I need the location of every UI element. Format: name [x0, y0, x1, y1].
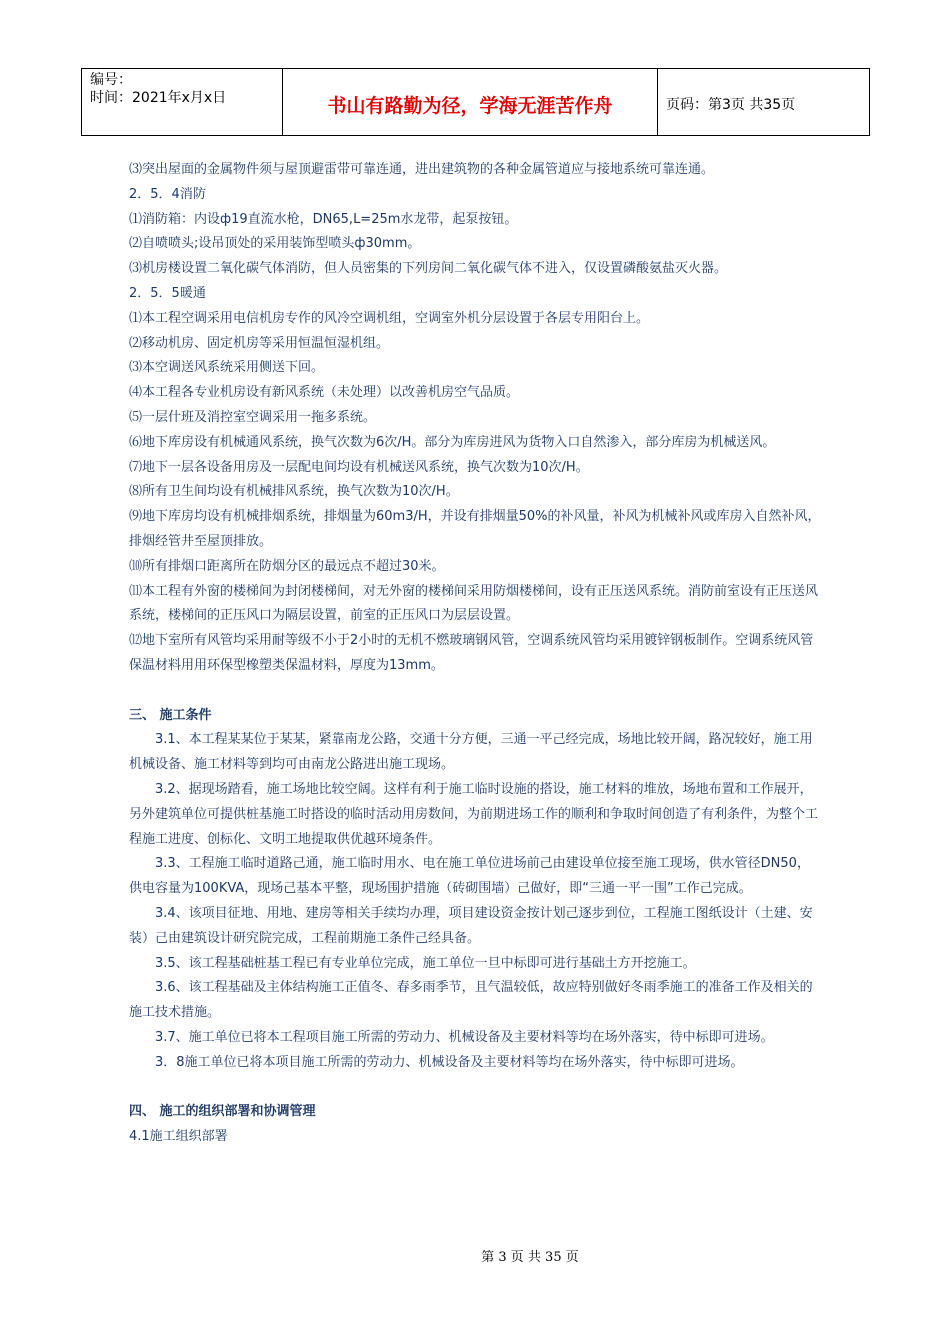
paragraph: ⑾本工程有外窗的楼梯间为封闭楼梯间，对无外窗的楼梯间采用防烟楼梯间，设有正压送风系统。消防前室设有正压送风系统，楼梯间的正压风口为隔层设置，前室的正压风口为层层设置。 [129, 583, 819, 624]
paragraph: ⑼地下库房均设有机械排烟系统，排烟量为60m3/H，并设有排烟量50%的补风量，补风为机械补风或库房入自然补风，排烟经管井至屋顶排放。 [129, 509, 821, 549]
header-table [81, 68, 870, 136]
paragraph: ⑴消防箱：内设ф19直流水枪，DN65,L=25m水龙带，起泵按钮。 [129, 211, 518, 227]
header-left-cell [82, 69, 283, 135]
paragraph: ⑶本空调送风系统采用侧送下回。 [129, 360, 325, 376]
paragraph: 3.2、据现场踏看，施工场地比较空阔。这样有利于施工临时设施的搭设，施工材料的堆放，场地布置和工作展开，另外建筑单位可提供桩基施工时搭设的临时活动用房数间，为前期进场工作的顺利和争取时间创造了有利条件，为整个工程施工进度、创标化、文明工地提取供优越环境条件。 [129, 781, 819, 847]
header-motto: 书山有路勤为径，学海无涯苦作舟 [283, 69, 658, 135]
subsection-title: 4.1施工组织部署 [129, 1129, 228, 1145]
number-label: 编号： [90, 72, 132, 88]
spacer [129, 1075, 821, 1100]
page-footer [0, 1246, 950, 1265]
paragraph: 3.6、该工程基础及主体结构施工正值冬、春多雨季节，且气温较低，故应特别做好冬雨季施工的准备工作及相关的施工技术措施。 [129, 980, 813, 1021]
spacer [129, 679, 821, 704]
document-body [129, 158, 821, 1150]
paragraph: ⑵自喷喷头;设吊顶处的采用装饰型喷头ф30mm。 [129, 236, 421, 252]
paragraph: ⑿地下室所有风管均采用耐等级不小于2小时的无机不燃玻璃钢风管，空调系统风管均采用镀锌钢板制作。空调系统风管保温材料用用环保型橡塑类保温材料，厚度为13mm。 [129, 633, 814, 673]
paragraph: 3.7、施工单位已将本工程项目施工所需的劳动力、机械设备及主要材料等均在场外落实，待中标即可进场。 [155, 1029, 774, 1045]
time-label: 时间：2021年x月x日 [90, 90, 227, 106]
paragraph: ⑺地下一层各设备用房及一层配电间均设有机械送风系统，换气次数为10次/H。 [129, 459, 589, 475]
paragraph: ⑸一层什班及消控室空调采用一拖多系统。 [129, 409, 377, 425]
paragraph: ⑶突出屋面的金属物件须与屋顶避雷带可靠连通，进出建筑物的各种金属管道应与接地系统可靠连通。 [129, 162, 715, 177]
paragraph: ⑵移动机房、固定机房等采用恒温恒湿机组。 [129, 335, 390, 351]
header-page-info: 页码：第3页 共35页 [666, 97, 796, 113]
paragraph: ⑹地下库房设有机械通风系统，换气次数为6次/H。部分为库房进风为货物入口自然渗入，部分库房为机械送风。 [129, 434, 776, 450]
paragraph: ⑶机房楼设置二氧化碳气体消防，但人员密集的下列房间二氧化碳气体不进入，仅设置磷酸氨盐灭火器。 [129, 261, 728, 277]
section-heading-4: 四、 施工的组织部署和协调管理 [129, 1104, 316, 1120]
paragraph: ⑴本工程空调采用电信机房专作的风冷空调机组，空调室外机分层设置于各层专用阳台上。 [129, 310, 650, 326]
paragraph: ⑽所有排烟口距离所在防烟分区的最远点不超过30米。 [129, 558, 445, 574]
paragraph: ⑷本工程各专业机房设有新风系统（未处理）以改善机房空气品质。 [129, 385, 520, 401]
paragraph: 3．8施工单位已将本项目施工所需的劳动力、机械设备及主要材料等均在场外落实，待中标即可进场。 [155, 1054, 744, 1070]
paragraph: 3.1、本工程某某位于某某，紧靠南龙公路，交通十分方便，三通一平己经完成，场地比较开阔，路况较好，施工用机械设备、施工材料等到均可由南龙公路进出施工现场。 [129, 732, 813, 773]
paragraph: 3.5、该工程基础桩基工程已有专业单位完成，施工单位一旦中标即可进行基础土方开挖施工。 [155, 955, 696, 971]
subsection-title: 2．5．5暖通 [129, 285, 206, 301]
section-heading-3: 三、 施工条件 [129, 707, 212, 723]
paragraph: 3.3、工程施工临时道路己通，施工临时用水、电在施工单位进场前己由建设单位接至施工现场，供水管径DN50，供电容量为100KVA，现场己基本平整，现场围护措施（砖砌围墙）己做好，即“三通一平一围”工作己完成。 [129, 856, 810, 897]
subsection-title: 2．5．4消防 [129, 186, 206, 202]
paragraph: ⑻所有卫生间均设有机械排风系统，换气次数为10次/H。 [129, 484, 459, 500]
footer-page-number: 第 3 页 共 35 页 [481, 1250, 579, 1265]
paragraph: 3.4、该项目征地、用地、建房等相关手续均办理，项目建设资金按计划己逐步到位，工程施工图纸设计（土建、安装）己由建筑设计研究院完成，工程前期施工条件己经具备。 [129, 905, 813, 946]
